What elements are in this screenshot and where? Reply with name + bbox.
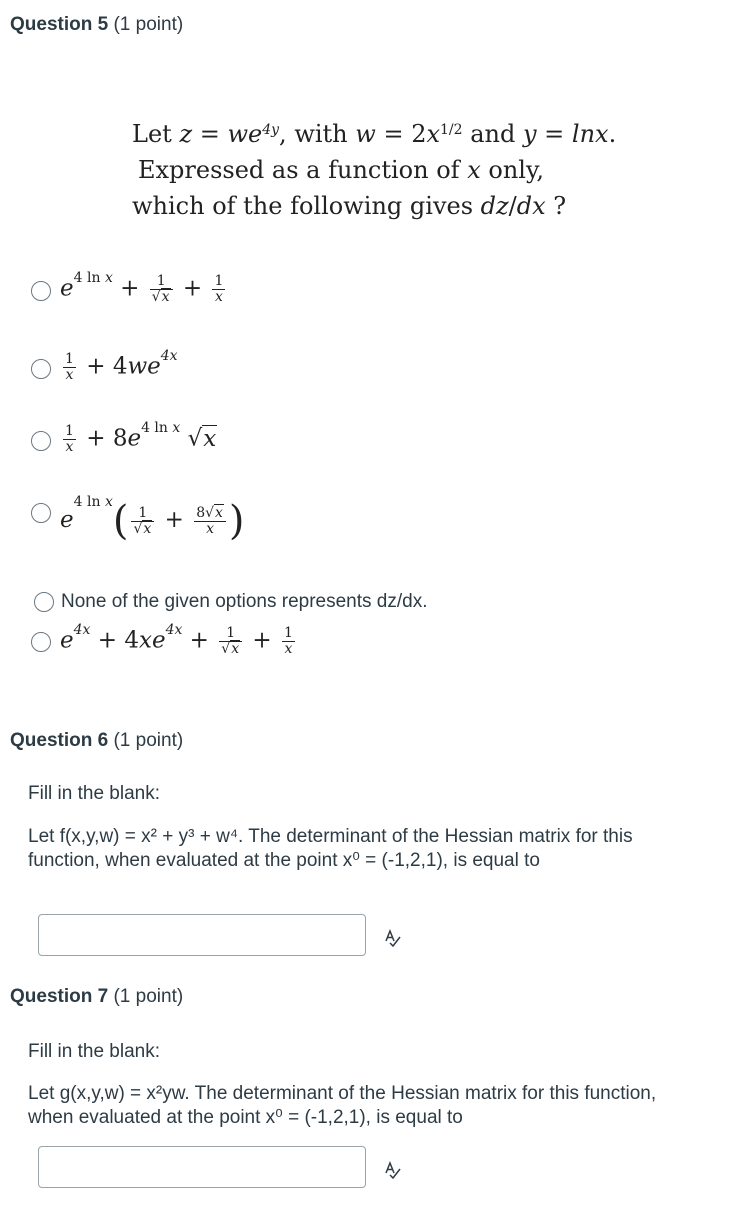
- stem-text: Let: [132, 120, 172, 148]
- question-7-prompt: Fill in the blank:: [28, 1041, 161, 1062]
- option-f-radio[interactable]: [31, 632, 51, 652]
- option-e-radio[interactable]: [34, 592, 54, 612]
- stem-text: which of the following gives: [132, 192, 474, 220]
- question-7-header: [10, 986, 183, 1008]
- spellcheck-icon[interactable]: [383, 928, 403, 948]
- question-6-body: [28, 825, 633, 873]
- option-b-radio[interactable]: [31, 359, 51, 379]
- option-d-radio[interactable]: [31, 503, 51, 523]
- question-6-header: [10, 730, 183, 752]
- option-c-radio[interactable]: [31, 431, 51, 451]
- stem-text: only,: [488, 156, 544, 184]
- body-line: when evaluated at the point x⁰ = (-1,2,1), is equal to: [28, 1107, 463, 1128]
- question-title: Question 6: [10, 730, 109, 751]
- option-e-label[interactable]: None of the given options represents dz/dx.: [61, 591, 428, 612]
- question-points: (1 point): [113, 14, 184, 35]
- question-7-body: [28, 1082, 656, 1130]
- question-points: (1 point): [113, 986, 184, 1007]
- stem-text: and: [470, 120, 516, 148]
- spellcheck-icon[interactable]: [383, 1160, 403, 1180]
- question-title: Question 7: [10, 986, 109, 1007]
- option-a-label[interactable]: $e^{4 ln x}$ + $\frac{1}{√x}$ + $\frac{1}{x}$: [60, 270, 224, 305]
- question-7-answer-input[interactable]: [38, 1146, 366, 1188]
- option-b-label[interactable]: $\frac{1}{x}$ + $4we^{4x}$: [65, 348, 178, 383]
- option-d-label[interactable]: $e^{4 ln x}$( $\frac{1}{√x}$ + $\frac{8√x}{x}$ ): [60, 494, 245, 544]
- body-line: Let f(x,y,w) = x² + y³ + w⁴. The determinant of the Hessian matrix for this: [28, 826, 633, 847]
- option-c-label[interactable]: $\frac{1}{x}$ + $8e^{4 ln x}$ √x: [65, 420, 217, 455]
- option-a-radio[interactable]: [31, 281, 51, 301]
- option-f-label[interactable]: $e^{4x} + 4xe^{4x}$ + $\frac{1}{√x}$ + $\frac{1}{x}$: [60, 622, 293, 657]
- question-6-answer-input[interactable]: [38, 914, 366, 956]
- body-line: function, when evaluated at the point x⁰ = (-1,2,1), is equal to: [28, 850, 540, 871]
- question-title: Question 5: [10, 14, 109, 35]
- question-5-stem: Let $z = we^{4y}$, with $w = 2x^{1/2}$ and y = lnx. Expressed as a function of x only, which of the following gives dz/dx ?: [132, 120, 617, 220]
- question-5-header: [10, 14, 183, 36]
- question-points: (1 point): [113, 730, 184, 751]
- body-line: Let g(x,y,w) = x²yw. The determinant of the Hessian matrix for this function,: [28, 1083, 657, 1104]
- stem-text: with: [294, 120, 348, 148]
- stem-text: Expressed as a function of: [138, 156, 460, 184]
- question-6-prompt: Fill in the blank:: [28, 783, 161, 804]
